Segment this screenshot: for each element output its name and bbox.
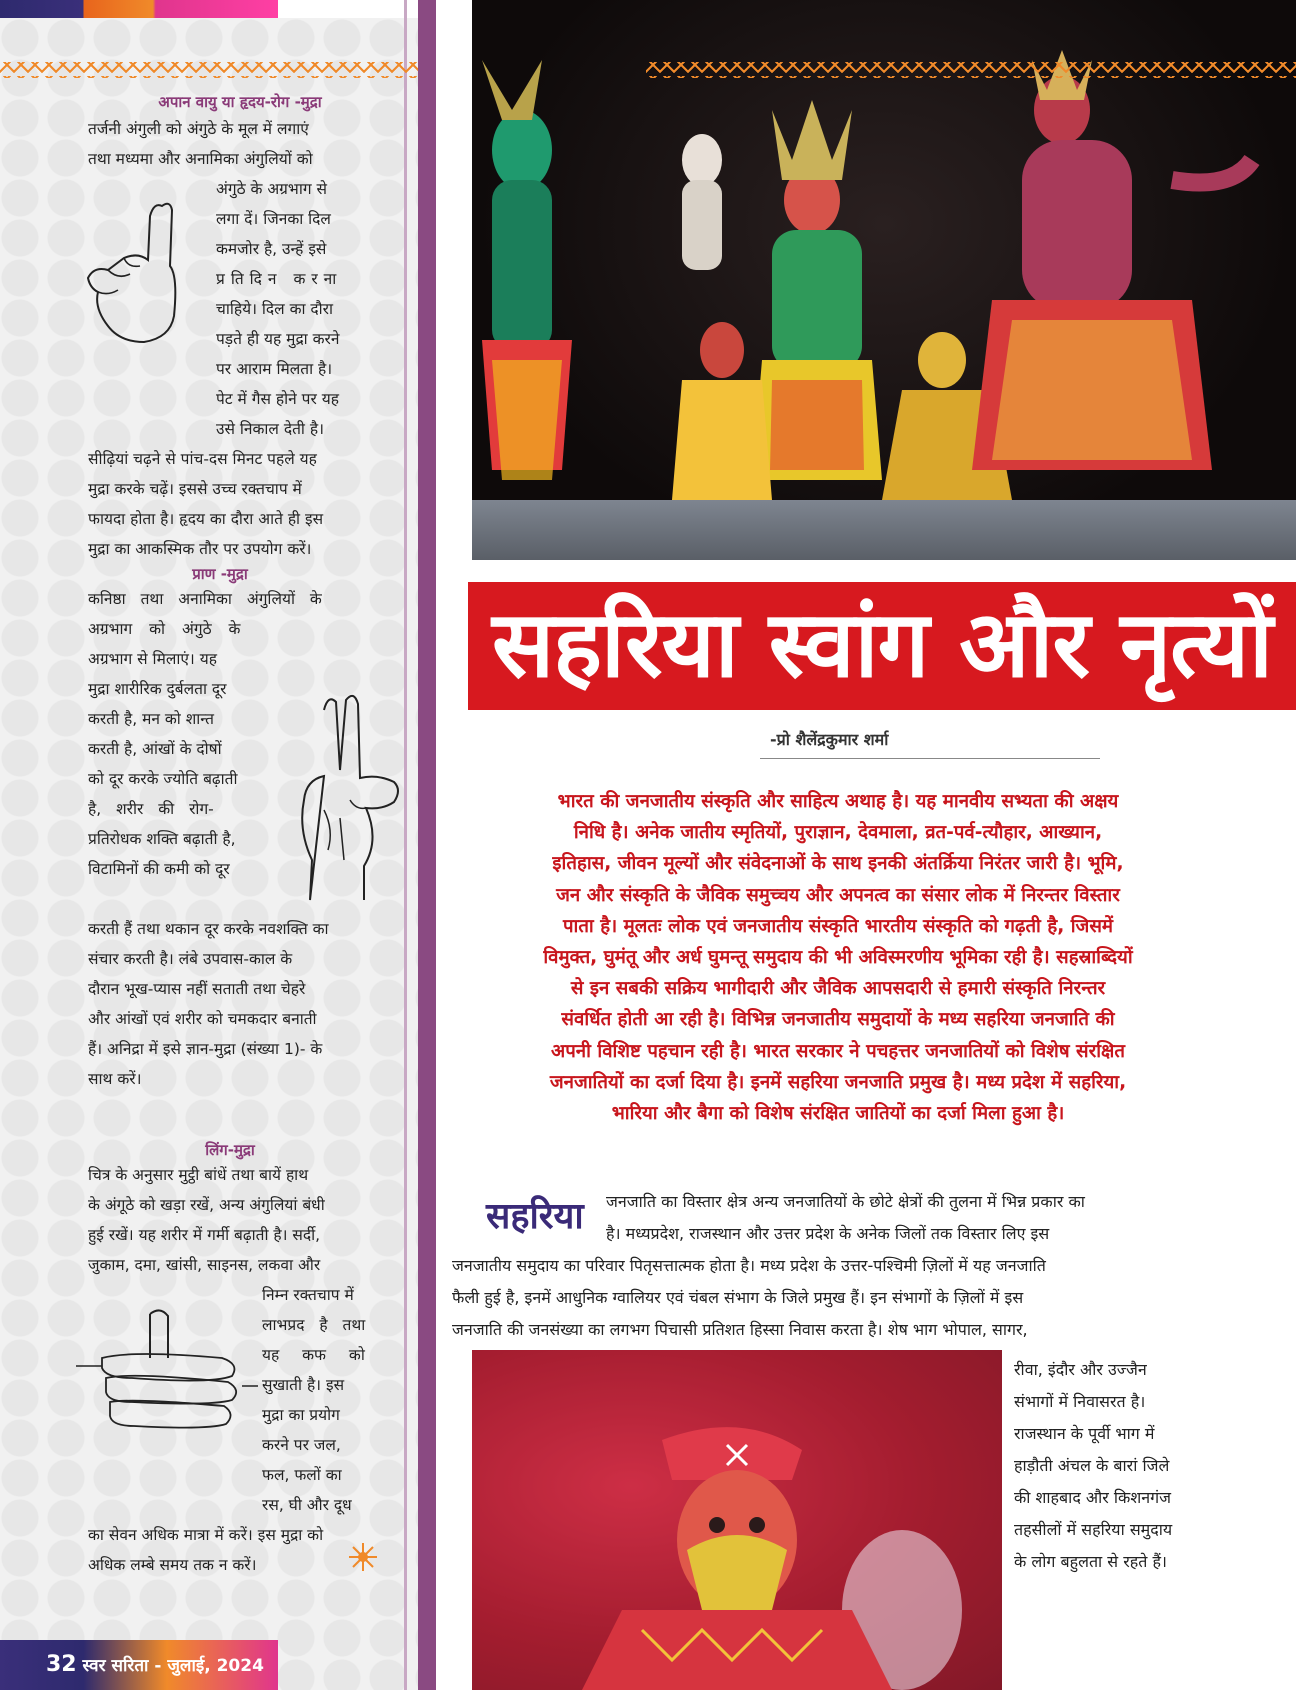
page-footer [46,1652,264,1677]
body-text-narrow: रीवा, इंदौर और उज्जैन संभागों में निवासरत है। राजस्थान के पूर्वी भाग में हाड़ौती अंचल के बारां जिले की शाहबाद और किशनगंज तहसीलों में सहरिया समुदाय के लोग बहुलता से रहते हैं। [1014,1360,1173,1571]
section2-text-c: करती हैं तथा थकान दूर करके नवशक्ति का संचार करती है। लंबे उपवास-काल के दौरान भूख-प्यास नहीं सताती तथा चेहरे और आंखों एवं शरीर को चमकदार बनाती हैं। अनिद्रा में इसे ज्ञान-मुद्रा (संख्या 1)- के साथ करें। [88,920,329,1088]
magazine-issue: स्वर सरिता - जुलाई, 2024 [82,1656,264,1676]
section3-text-c: का सेवन अधिक मात्रा में करें। इस मुद्रा को अधिक लम्बे समय तक न करें। [88,1526,324,1574]
byline-divider [760,758,1100,759]
body-text-full: जनजातीय समुदाय का परिवार पितृसत्तात्मक होता है। मध्य प्रदेश के उत्तर-पश्चिमी ज़िलों में यह जनजाति फैली हुई है, इनमें आधुनिक ग्वालियर एवं चंबल संभाग के जिले प्रमुख हैं। इन संभागों के ज़िलों में इस जनजाति की जनसंख्या का लगभग पिचासी प्रतिशत हिस्सा निवास करता है। शेष भाग भोपाल, सागर, [452,1256,1046,1339]
section1-text-a: तर्जनी अंगुली को अंगुठे के मूल में लगाएं तथा मध्यमा और अनामिका अंगुलियों को [88,120,313,168]
ling-mudra-hand-illustration [72,1306,262,1446]
drop-cap-word: सहरिया [486,1196,584,1237]
intro-paragraph: भारत की जनजातीय संस्कृति और साहित्य अथाह है। यह मानवीय सभ्यता की अक्षय निधि है। अनेक जातीय स्मृतियों, पुराज्ञान, देवमाला, व्रत-पर्व-त्यौहार, आख्यान, इतिहास, जीवन मूल्यों और संवेदनाओं के साथ इनकी अंतर्क्रिया निरंतर जारी है। भूमि, जन और संस्कृति के जैविक समुच्चय और अपनत्व का संसार लोक में निरन्तर विस्तार पाता है। मूलतः लोक एवं जनजातीय संस्कृति भारतीय संस्कृति को गढ़ती है, जिसमें विमुक्त, घुमंतू और अर्ध घुमन्तू समुदाय की भी अविस्मरणीय भूमिका रही है। सहस्राब्दियों से इन सबकी सक्रिय भागीदारी और जैविक आपसदारी से हमारी संस्कृति निरन्तर संवर्धित होती आ रही है। विभिन्न जनजातीय समुदायों के मध्य सहरिया जनजाति की अपनी विशिष्ट पहचान रही है। भारत सरकार ने पचहत्तर जनजातियों को विशेष संरक्षित जनजातियों का दर्जा दिया है। इनमें सहरिया जनजाति प्रमुख है। मध्य प्रदेश में सहरिया, भारिया और बैगा को विशेष संरक्षित जातियों का दर्जा मिला हुआ है। [543,791,1133,1125]
section-heading-ling-mudra: लिंग-मुद्रा [205,1141,255,1159]
section-heading-pran-mudra: प्राण -मुद्रा [192,565,248,583]
body-text-top: जनजाति का विस्तार क्षेत्र अन्य जनजातियों के छोटे क्षेत्रों की तुलना में भिन्न प्रकार का है। मध्यप्रदेश, राजस्थान और उत्तर प्रदेश के अनेक जिलों तक विस्तार लिए इस [606,1192,1085,1243]
column-divider [418,0,436,1690]
dancers-illustration [472,0,1296,560]
apan-vayu-hand-illustration [84,196,210,346]
decorative-border-left [0,62,418,78]
article-title: सहरिया स्वांग और नृत्यों [491,591,1272,698]
top-color-strip [0,0,278,18]
author-byline: -प्रो शैलेंद्रकुमार शर्मा [770,730,889,749]
section2-text-a: कनिष्ठा तथा अनामिका अंगुलियों के [88,590,322,608]
section1-text-c: सीढ़ियां चढ़ने से पांच-दस मिनट पहले यह मुद्रा करके चढ़ें। इससे उच्च रक्तचाप में फायदा होता है। हृदय का दौरा आते ही इस मुद्रा का आकस्मिक तौर पर उपयोग करें। [88,450,324,558]
section2-text-b: अग्रभाग को अंगुठे के अग्रभाग से मिलाएं। यह मुद्रा शारीरिक दुर्बलता दूर करती है, मन को शान्त करती है, आंखों के दोषों को दूर करके ज्योति बढ़ाती है, शरीर की रोग- प्रतिरोधक शक्ति बढ़ाती है, विटामिनों की कमी को दूर [88,620,241,878]
section-heading-apan-vayu: अपान वायु या हृदय-रोग -मुद्रा [158,93,322,111]
hero-photo-dancers [472,0,1296,560]
section3-text-a: चित्र के अनुसार मुट्ठी बांधें तथा बायें हाथ के अंगूठे को खड़ा रखें, अन्य अंगुलियां बंधी हुई रखें। यह शरीर में गर्मी बढ़ाती है। सर्दी, जुकाम, दमा, खांसी, साइनस, लकवा और [88,1166,325,1274]
section1-text-b: अंगुठे के अग्रभाग से लगा दें। जिनका दिल कमजोर है, उन्हें इसे प्रतिदिन करना चाहिये। दिल का दौरा पड़ते ही यह मुद्रा करने पर आराम मिलता है। पेट में गैस होने पर यह उसे निकाल देती है। [216,180,343,438]
pran-mudra-hand-illustration [294,690,410,904]
decorative-border-right [646,62,1296,78]
masked-dancer-illustration [472,1350,1002,1690]
section3-text-b: निम्न रक्तचाप में लाभप्रद है तथा यह कफ को सुखाती है। इस मुद्रा का प्रयोग करने पर जल, फल, फलों का रस, घी और दूध [262,1286,366,1514]
page-number: 32 [46,1652,77,1677]
photo-masked-dancer [472,1350,1002,1690]
sun-ornament-icon [348,1542,378,1572]
